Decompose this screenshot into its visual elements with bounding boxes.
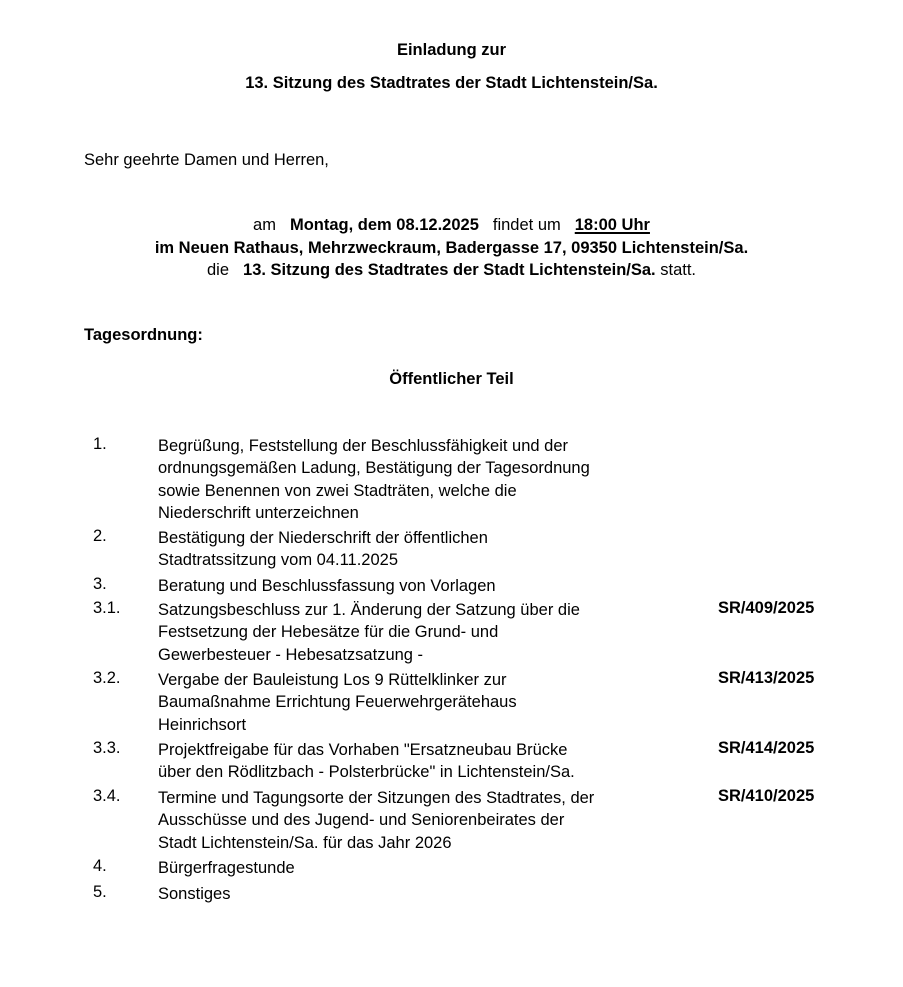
agenda-item-number: 3. bbox=[93, 575, 107, 593]
agenda-item-number: 5. bbox=[93, 883, 107, 901]
agenda-item-text: Bürgerfragestunde bbox=[158, 859, 295, 877]
document-subtitle: 13. Sitzung des Stadtrates der Stadt Lichtenstein/Sa. bbox=[245, 74, 658, 92]
agenda-item-ref: SR/413/2025 bbox=[718, 669, 815, 687]
agenda-item-text: Beratung und Beschlussfassung von Vorlagen bbox=[158, 577, 496, 595]
agenda-item-number: 2. bbox=[93, 527, 107, 545]
meeting-session: 13. Sitzung des Stadtrates der Stadt Lichtenstein/Sa. bbox=[243, 261, 656, 279]
agenda-section-title: Öffentlicher Teil bbox=[389, 370, 514, 388]
agenda-item-ref: SR/414/2025 bbox=[718, 739, 815, 757]
meeting-session-line bbox=[0, 261, 903, 280]
agenda-item-ref: SR/409/2025 bbox=[718, 599, 815, 617]
agenda-item-text: Satzungsbeschluss zur 1. Änderung der Satzung über die Festsetzung der Hebesätze für die Grund- und Gewerbesteuer - Hebesatzsatzung - bbox=[158, 601, 580, 664]
agenda-item-text: Termine und Tagungsorte der Sitzungen des Stadtrates, der Ausschüsse und des Jugend- und Seniorenbeirates der Stadt Lichtenstein/Sa. für das Jahr 2026 bbox=[158, 789, 595, 852]
findet-um-label: findet um bbox=[492, 216, 561, 234]
meeting-date: Montag, dem 08.12.2025 bbox=[289, 216, 479, 234]
die-label: die bbox=[207, 261, 230, 279]
agenda-heading: Tagesordnung: bbox=[84, 326, 203, 344]
document-title: Einladung zur bbox=[396, 41, 507, 59]
agenda-item-number: 3.4. bbox=[93, 787, 121, 805]
agenda-item-number: 3.2. bbox=[93, 669, 121, 687]
meeting-location: im Neuen Rathaus, Mehrzweckraum, Badergasse 17, 09350 Lichtenstein/Sa. bbox=[154, 239, 749, 257]
meeting-time: 18:00 Uhr bbox=[574, 216, 650, 234]
agenda-item-text: Vergabe der Bauleistung Los 9 Rüttelklinker zur Baumaßnahme Errichtung Feuerwehrgerätehaus Heinrichsort bbox=[158, 671, 517, 734]
agenda-item-ref: SR/410/2025 bbox=[718, 787, 815, 805]
agenda-item-number: 1. bbox=[93, 435, 107, 453]
agenda-item-text: Projektfreigabe für das Vorhaben "Ersatzneubau Brücke über den Rödlitzbach - Polsterbrücke" in Lichtenstein/Sa. bbox=[158, 741, 575, 782]
agenda-item-text: Begrüßung, Feststellung der Beschlussfähigkeit und der ordnungsgemäßen Ladung, Bestätigung der Tagesordnung sowie Benennen von zwei Stadträten, welche die Niederschrift unterzeichnen bbox=[158, 437, 590, 523]
statt-label: statt. bbox=[660, 261, 696, 279]
agenda-item-number: 4. bbox=[93, 857, 107, 875]
agenda-item-text: Bestätigung der Niederschrift der öffentlichen Stadtratssitzung vom 04.11.2025 bbox=[158, 529, 488, 570]
agenda-item-number: 3.1. bbox=[93, 599, 121, 617]
meeting-date-line bbox=[0, 216, 903, 235]
salutation: Sehr geehrte Damen und Herren, bbox=[84, 151, 329, 169]
am-label: am bbox=[253, 216, 276, 234]
agenda-item-number: 3.3. bbox=[93, 739, 121, 757]
agenda-item-text: Sonstiges bbox=[158, 885, 231, 903]
